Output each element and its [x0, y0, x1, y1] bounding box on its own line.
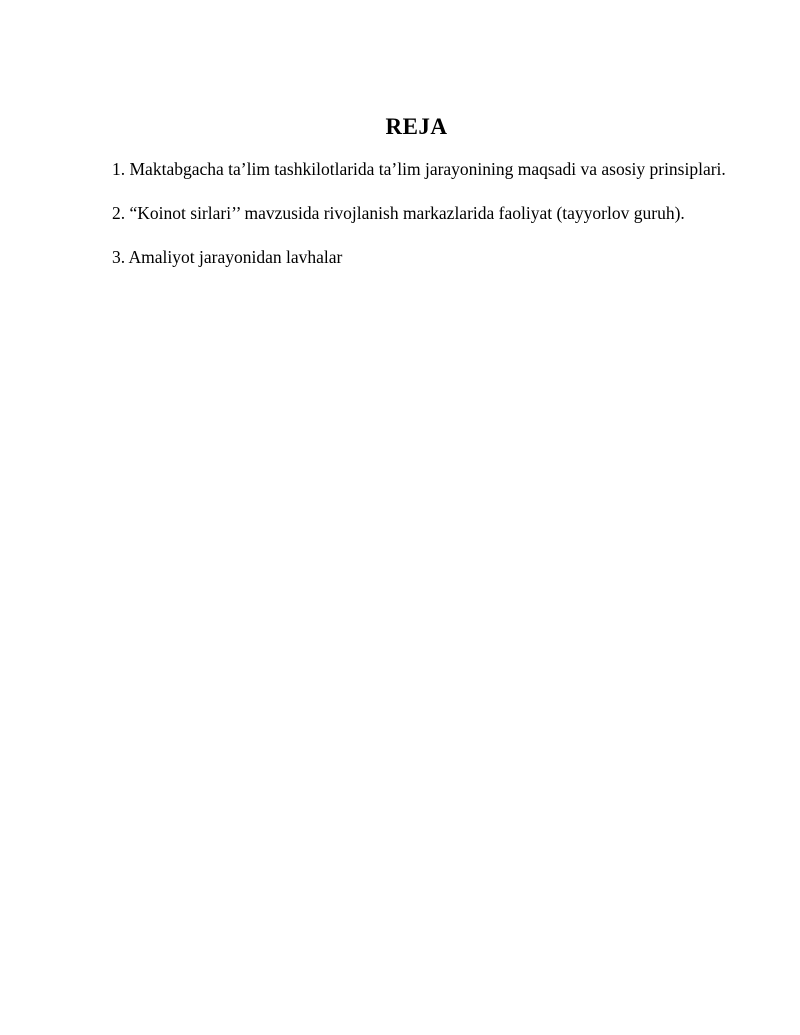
plan-item-2: 2. “Koinot sirlari’’ mavzusida rivojlanish markazlarida faoliyat (tayyorlov guruh). [112, 203, 685, 223]
plan-item-1: 1. Maktabgacha ta’lim tashkilotlarida ta’lim jarayonining maqsadi va asosiy prinsiplari. [112, 159, 726, 179]
page-title: REJA [385, 114, 448, 139]
plan-item-3: 3. Amaliyot jarayonidan lavhalar [112, 247, 343, 267]
plan-list [112, 154, 732, 286]
